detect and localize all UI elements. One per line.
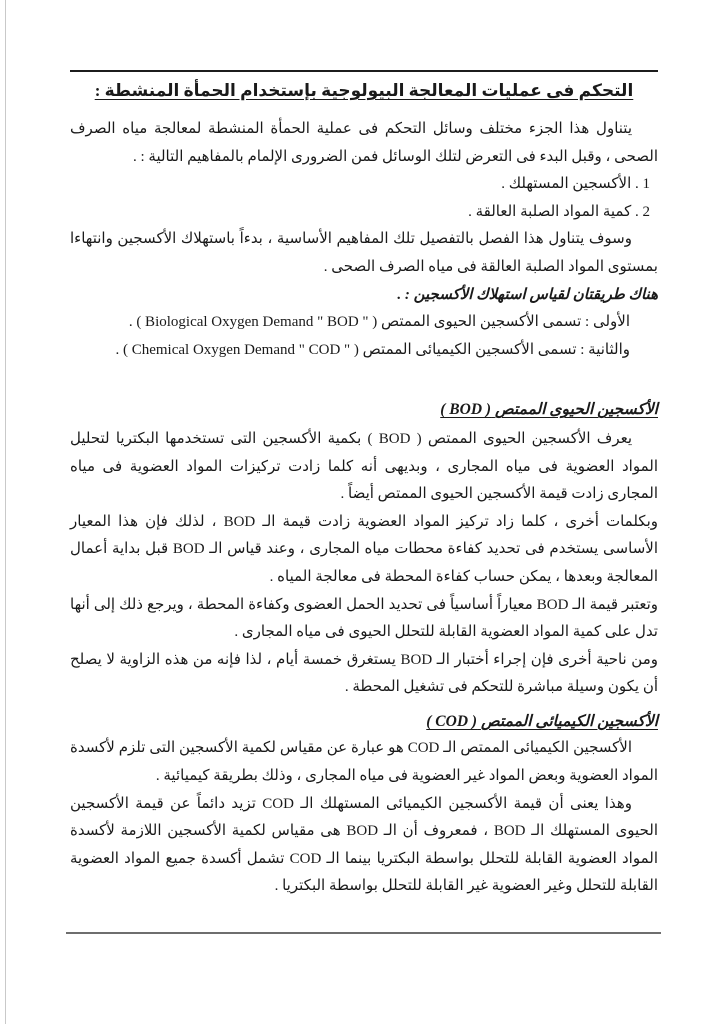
page-title: التحكم فى عمليات المعالجة البيولوجية بإستخدام الحمأة المنشطة : (94, 81, 634, 100)
bod-paragraph-3: وتعتبر قيمة الـ BOD معياراً أساسياً فى تحديد الحمل العضوى وكفاءة المحطة ، ويرجع ذلك إلى أنها تدل على كمية المواد العضوية القابلة للتحلل الحيوى فى مياه المجارى . (70, 596, 658, 641)
list-item-oxygen-consumed: 1 . الأكسجين المستهلك . (501, 176, 650, 193)
bod-paragraph-2: وبكلمات أخرى ، كلما زاد تركيز المواد العضوية زادت قيمة الـ BOD ، لذلك فإن هذا المعيار الأساسى يستخدم فى تحديد كفاءة محطات مياه المجارى ، وعند قياس الـ BOD قبل بداية أعمال المعالجة وبعدها ، يمكن حساب كفاءة المحطة فى معالجة المياه . (70, 513, 658, 585)
cod-paragraph-1: الأكسجين الكيميائى الممتص الـ COD هو عبارة عن مقياس لكمية الأكسجين التى تلزم لأكسدة المواد العضوية وبعض المواد غير العضوية فى مياه المجارى ، وذلك بطريقة كيميائية . (70, 740, 658, 785)
page-edge-line (5, 0, 6, 1024)
intro-paragraph-2: وسوف يتناول هذا الفصل بالتفصيل تلك المفاهيم الأساسية ، بدءاً باستهلاك الأكسجين وانتهاءا بمستوى المواد الصلبة العالقة فى مياه الصرف الصحى . (70, 231, 658, 275)
section-heading-bod (70, 396, 658, 424)
method-cod-english-term: ( Chemical Oxygen Demand " COD " ) (122, 341, 359, 358)
methods-heading: هناك طريقتان لقياس استهلاك الأكسجين : . (397, 286, 658, 303)
bod-heading-english: ( BOD ) (440, 401, 492, 419)
method-cod-arabic-label: والثانية : تسمى الأكسجين الكيميائى الممتص (362, 341, 630, 358)
method-bod-period: . (128, 314, 133, 331)
bod-paragraph-4: ومن ناحية أخرى فإن إجراء أختبار الـ BOD يستغرق خمسة أيام ، لذا فإنه من هذه الزاوية لا يصلح أن يكون وسيلة مباشرة للتحكم فى تشغيل المحطة . (70, 651, 658, 696)
intro-paragraph-1: يتناول هذا الجزء مختلف وسائل التحكم فى عملية الحمأة المنشطة لمعالجة مياه الصرف الصحى ، وقبل البدء فى التعرض لتلك الوسائل فمن الضرورى الإلمام بالمفاهيم التالية : . (70, 121, 658, 165)
method-line-bod (70, 309, 658, 337)
cod-heading-arabic: الأكسجين الكيميائى الممتص (480, 712, 658, 730)
method-bod-english-term: ( Biological Oxygen Demand " BOD " ) (136, 314, 378, 331)
footer-rule (66, 932, 661, 934)
cod-heading-english: ( COD ) (426, 712, 478, 730)
bod-paragraph-1: يعرف الأكسجين الحيوى الممتص ( BOD ) بكمية الأكسجين التى تستخدمها البكتريا لتحليل المواد العضوية فى مياه المجارى ، وبديهى أنه كلما زادت تركيزات المواد العضوية فى مياه المجارى زادت قيمة الأكسجين الحيوى الممتص أيضاً . (70, 430, 658, 503)
header-rule (70, 70, 658, 72)
cod-paragraph-2: وهذا يعنى أن قيمة الأكسجين الكيميائى المستهلك الـ COD تزيد دائماً عن قيمة الأكسجين الحيوى المستهلك الـ BOD ، فمعروف أن الـ BOD هى مقياس لكمية الأكسجين اللازمة لأكسدة المواد العضوية القابلة للتحلل بواسطة البكتريا بينما الـ COD تشمل أكسدة جميع المواد العضوية القابلة للتحلل وغير العضوية غير القابلة للتحلل بواسطة البكتريا . (70, 795, 658, 895)
method-line-cod (70, 337, 658, 365)
bod-heading-arabic: الأكسجين الحيوى الممتص (494, 401, 658, 419)
page-content (70, 0, 658, 901)
method-bod-arabic-label: الأولى : تسمى الأكسجين الحيوى الممتص (381, 314, 630, 331)
list-item-suspended-solids: 2 . كمية المواد الصلبة العالقة . (468, 203, 650, 220)
section-heading-cod (70, 708, 658, 736)
method-cod-period: . (115, 341, 120, 358)
